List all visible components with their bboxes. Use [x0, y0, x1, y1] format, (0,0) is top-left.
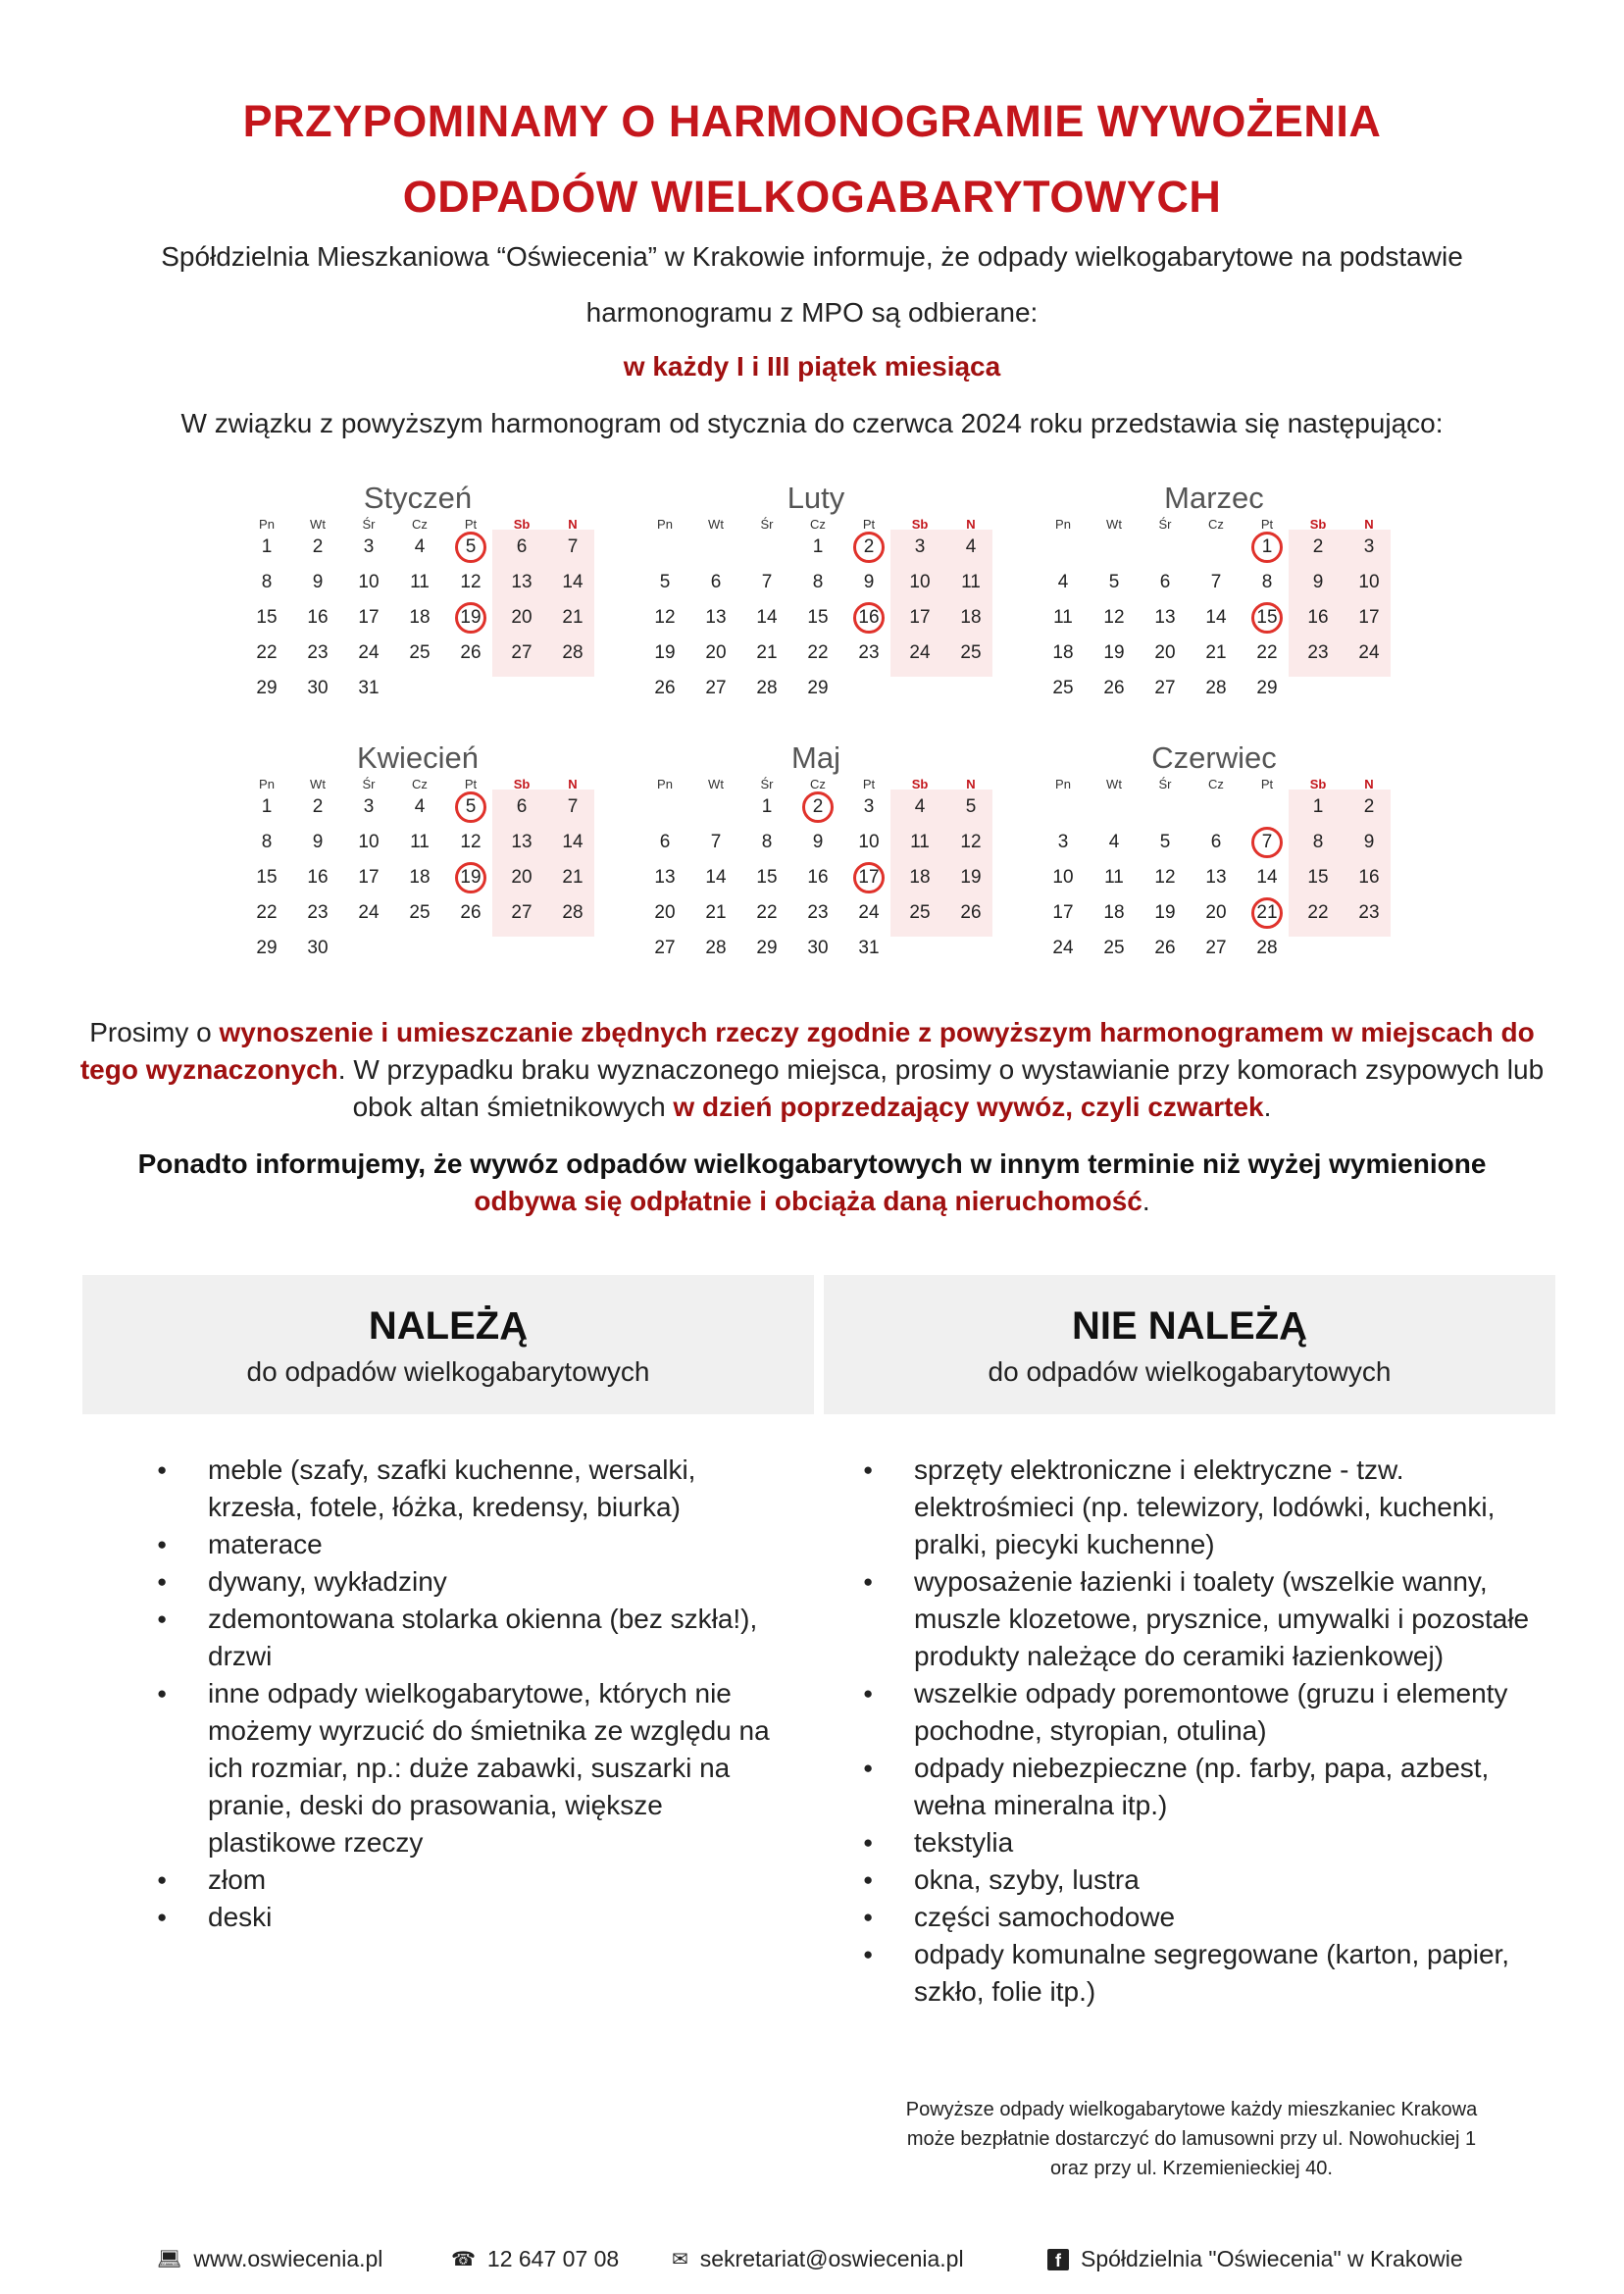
calendar-day: 4 — [914, 796, 926, 817]
calendar-day: 22 — [807, 642, 829, 663]
list-item: ● wszelkie odpady poremontowe (gruzu i elementy pochodne, styropian, otulina) — [863, 1675, 1540, 1750]
weekday-label: Pn — [657, 777, 673, 791]
calendar-day: 10 — [1358, 572, 1380, 592]
allowed-list — [157, 1452, 794, 1936]
calendar-day: 19 — [1103, 642, 1125, 663]
calendar-day: 28 — [562, 642, 584, 663]
footer-email[interactable] — [672, 2246, 964, 2272]
list-item: ● tekstylia — [863, 1824, 1540, 1861]
weekday-label: Śr — [362, 517, 376, 532]
weekday-label: N — [1364, 517, 1374, 532]
calendar-day: 19 — [654, 642, 676, 663]
weekday-label: Śr — [362, 777, 376, 791]
calendar-day: 28 — [1256, 938, 1278, 958]
calendar-day: 17 — [843, 860, 894, 895]
list-item: ● inne odpady wielkogabarytowe, których nie możemy wyrzucić do śmietnika ze względu na ich rozmiar, np.: duże zabawki, suszarki na pranie, deski do prasowania, większe plastikowe rzeczy — [157, 1675, 794, 1861]
calendar-day: 7 — [1210, 572, 1222, 592]
month-calendar — [241, 481, 594, 736]
calendar-day: 1 — [1312, 796, 1324, 817]
month-name: Styczeń — [363, 481, 473, 515]
calendar-day: 2 — [1312, 536, 1324, 557]
calendar-day: 6 — [710, 572, 722, 592]
list-item: ● okna, szyby, lustra — [863, 1861, 1540, 1899]
calendar-day: 14 — [562, 832, 584, 852]
weekday-label: Śr — [1158, 777, 1172, 791]
calendar-day: 28 — [562, 902, 584, 923]
note-line: oraz przy ul. Krzemienieckiej 40. — [1050, 2158, 1333, 2179]
calendar-day: 25 — [960, 642, 982, 663]
laptop-icon: 💻︎ — [157, 2249, 182, 2270]
weekday-label: Pn — [1055, 777, 1071, 791]
notice-paragraph-1: Prosimy o wynoszenie i umieszczanie zbędnych rzeczy zgodnie z powyższym harmonogramem w miejscach do tego wyznaczonych. W przypadku braku wyznaczonego miejsca, prosimy o wystawianie przy komorach zsypowych lub obok altan śmietnikowych w dzień poprzedzający wywóz, czyli czwartek. — [79, 1017, 1545, 1122]
calendar-day: 9 — [863, 572, 875, 592]
calendar-day: 23 — [307, 642, 329, 663]
calendar-day: 17 — [909, 607, 931, 628]
month-calendar — [639, 740, 992, 995]
calendar-day: 11 — [410, 572, 430, 592]
calendar-day: 28 — [756, 678, 778, 698]
intro-text: Spółdzielnia Mieszkaniowa “Oświecenia” w Krakowie informuje, że odpady wielkogabarytowe na podstawie — [161, 241, 1463, 272]
collection-point-note — [853, 2095, 1530, 2183]
calendar-day: 15 — [1242, 600, 1293, 636]
calendar-day: 5 — [1159, 832, 1171, 852]
calendar-day: 12 — [1154, 867, 1176, 888]
phone-number[interactable]: 12 647 07 08 — [486, 2246, 620, 2271]
calendar-day: 3 — [863, 796, 875, 817]
list-item: ● odpady niebezpieczne (np. farby, papa, azbest, wełna mineralna itp.) — [863, 1750, 1540, 1824]
schedule-rule: w każdy I i III piątek miesiąca — [623, 351, 1001, 382]
calendar-day: 7 — [710, 832, 722, 852]
calendar-day: 30 — [807, 938, 829, 958]
weekday-label: Sb — [911, 517, 929, 532]
calendar-day: 26 — [1154, 938, 1176, 958]
calendar-day: 11 — [910, 832, 930, 852]
calendar-day: 9 — [1363, 832, 1375, 852]
weekday-label: Śr — [760, 517, 774, 532]
website-link[interactable]: www.oswiecenia.pl — [193, 2246, 383, 2271]
calendar-day: 2 — [312, 796, 324, 817]
calendar-day: 14 — [705, 867, 727, 888]
calendar-day: 9 — [1312, 572, 1324, 592]
calendar-day: 16 — [1358, 867, 1380, 888]
weekday-label: Wt — [708, 517, 724, 532]
facebook-link[interactable]: Spółdzielnia "Oświecenia" w Krakowie — [1081, 2246, 1463, 2271]
weekday-label: Śr — [1158, 517, 1172, 532]
calendar-day: 19 — [960, 867, 982, 888]
calendar-day: 20 — [511, 867, 533, 888]
calendar-day: 18 — [409, 607, 431, 628]
calendar-day: 24 — [909, 642, 931, 663]
calendar-day: 5 — [445, 530, 496, 565]
calendar-day: 7 — [1242, 825, 1293, 860]
calendar-day: 24 — [358, 902, 380, 923]
calendar-day: 12 — [1103, 607, 1125, 628]
calendar-day: 23 — [807, 902, 829, 923]
calendar-day: 25 — [1103, 938, 1125, 958]
calendar-day: 13 — [1205, 867, 1227, 888]
footer-facebook[interactable] — [1047, 2246, 1463, 2272]
calendar-day: 21 — [1205, 642, 1227, 663]
calendar-day: 18 — [1052, 642, 1074, 663]
calendar-day: 18 — [960, 607, 982, 628]
calendar-day: 16 — [307, 867, 329, 888]
calendar-day: 5 — [965, 796, 977, 817]
calendar-day: 16 — [843, 600, 894, 636]
weekday-label: N — [568, 517, 578, 532]
note-line: może bezpłatnie dostarczyć do lamusowni przy ul. Nowohuckiej 1 — [906, 2128, 1477, 2150]
calendar-day: 26 — [1103, 678, 1125, 698]
calendar-day: 16 — [307, 607, 329, 628]
calendar-day: 17 — [1052, 902, 1074, 923]
calendar-day: 10 — [858, 832, 880, 852]
calendar-day: 23 — [858, 642, 880, 663]
calendar-day: 29 — [756, 938, 778, 958]
calendar-day: 31 — [858, 938, 880, 958]
list-item: ● dywany, wykładziny — [157, 1563, 794, 1601]
calendar-day: 15 — [756, 867, 778, 888]
calendar-day: 12 — [460, 832, 482, 852]
calendar-day: 16 — [1307, 607, 1329, 628]
calendar-day: 6 — [516, 796, 528, 817]
weekday-label: Sb — [1309, 517, 1327, 532]
weekday-label: N — [568, 777, 578, 791]
calendar-day: 10 — [1052, 867, 1074, 888]
mail-icon: ✉ — [672, 2249, 688, 2270]
calendar-day: 20 — [1205, 902, 1227, 923]
list-item: ● materace — [157, 1526, 794, 1563]
calendar-day: 13 — [1154, 607, 1176, 628]
list-item: ● odpady komunalne segregowane (karton, papier, szkło, folie itp.) — [863, 1936, 1540, 2011]
weekday-label: Sb — [911, 777, 929, 791]
note-line: Powyższe odpady wielkogabarytowe każdy mieszkaniec Krakowa — [905, 2099, 1478, 2120]
calendar-day: 18 — [1103, 902, 1125, 923]
month-calendar — [1038, 740, 1391, 995]
calendar-day: 9 — [812, 832, 824, 852]
calendar-day: 23 — [1358, 902, 1380, 923]
calendar-day: 11 — [961, 572, 981, 592]
month-name: Kwiecień — [356, 740, 480, 775]
calendar-day: 4 — [414, 536, 426, 557]
calendar-day: 3 — [1057, 832, 1069, 852]
facebook-icon: f — [1047, 2249, 1069, 2270]
not-allowed-subtitle: do odpadów wielkogabarytowych — [988, 1356, 1392, 1387]
weekday-label: Wt — [1106, 777, 1122, 791]
page-title-line2: ODPADÓW WIELKOGABARYTOWYCH — [402, 172, 1222, 222]
calendar-day: 8 — [261, 572, 273, 592]
calendar-day: 24 — [858, 902, 880, 923]
calendar-day: 13 — [654, 867, 676, 888]
calendar-day: 6 — [516, 536, 528, 557]
calendar-day: 11 — [1053, 607, 1073, 628]
calendar-day: 14 — [756, 607, 778, 628]
month-name: Luty — [787, 481, 845, 515]
calendar-day: 26 — [460, 642, 482, 663]
list-item: ● części samochodowe — [863, 1899, 1540, 1936]
calendar-day: 19 — [1154, 902, 1176, 923]
weekday-label: Pn — [1055, 517, 1071, 532]
phone-icon: ☎ — [451, 2249, 476, 2270]
calendar-day: 21 — [756, 642, 778, 663]
calendar-day: 6 — [1210, 832, 1222, 852]
weekday-label: Cz — [412, 777, 428, 791]
calendar-day: 14 — [1256, 867, 1278, 888]
calendar-day: 22 — [756, 902, 778, 923]
calendar-day: 2 — [843, 530, 894, 565]
month-name: Czerwiec — [1151, 740, 1277, 775]
weekday-label: Śr — [760, 777, 774, 791]
weekday-label: Cz — [810, 517, 826, 532]
calendar-day: 25 — [409, 642, 431, 663]
calendar-day: 11 — [1104, 867, 1124, 888]
page-title-line1: PRZYPOMINAMY O HARMONOGRAMIE WYWOŻENIA — [242, 96, 1382, 146]
calendar-day: 22 — [256, 902, 278, 923]
calendar-day: 27 — [511, 902, 533, 923]
month-calendar — [1038, 481, 1391, 736]
calendar-day: 16 — [807, 867, 829, 888]
calendar-day: 18 — [909, 867, 931, 888]
calendar-day: 9 — [312, 832, 324, 852]
intro-schedule-text: W związku z powyższym harmonogram od stycznia do czerwca 2024 roku przedstawia się następująco: — [180, 408, 1444, 438]
calendar-day: 14 — [1205, 607, 1227, 628]
calendar-day: 28 — [1205, 678, 1227, 698]
calendar-day: 23 — [307, 902, 329, 923]
weekday-label: Pn — [657, 517, 673, 532]
weekday-label: Pt — [1260, 517, 1274, 532]
calendar-day: 23 — [1307, 642, 1329, 663]
weekday-label: Pt — [464, 777, 478, 791]
calendar-day: 27 — [511, 642, 533, 663]
calendar-day: 15 — [807, 607, 829, 628]
calendar-day: 25 — [1052, 678, 1074, 698]
calendar-day: 14 — [562, 572, 584, 592]
calendar-day: 7 — [761, 572, 773, 592]
not-allowed-title: NIE NALEŻĄ — [1072, 1304, 1307, 1348]
calendar-day: 8 — [812, 572, 824, 592]
email-link[interactable]: sekretariat@oswiecenia.pl — [699, 2246, 964, 2271]
calendar-day: 20 — [511, 607, 533, 628]
calendar-day: 29 — [256, 938, 278, 958]
calendar-day: 8 — [261, 832, 273, 852]
month-calendar — [241, 740, 594, 995]
calendar-day: 25 — [409, 902, 431, 923]
not-allowed-header-box — [824, 1275, 1555, 1414]
calendar-day: 2 — [792, 790, 843, 825]
calendar-day: 3 — [914, 536, 926, 557]
month-name: Maj — [791, 740, 840, 775]
calendar-day: 13 — [511, 832, 533, 852]
calendar-day: 31 — [358, 678, 380, 698]
calendar-day: 5 — [1108, 572, 1120, 592]
calendar-day: 21 — [562, 867, 584, 888]
calendar-day: 1 — [1242, 530, 1293, 565]
list-item: ● meble (szafy, szafki kuchenne, wersalki, krzesła, fotele, łóżka, kredensy, biurka) — [157, 1452, 794, 1526]
calendar-day: 18 — [409, 867, 431, 888]
calendar-day: 26 — [960, 902, 982, 923]
weekday-label: Cz — [1208, 777, 1224, 791]
calendar-day: 8 — [1312, 832, 1324, 852]
calendar-day: 3 — [363, 536, 375, 557]
not-allowed-list — [863, 1452, 1540, 2011]
footer-website[interactable] — [157, 2246, 382, 2272]
calendar-day: 27 — [654, 938, 676, 958]
calendar-day: 21 — [1242, 895, 1293, 931]
calendar-day: 19 — [445, 600, 496, 636]
calendar-day: 22 — [1256, 642, 1278, 663]
calendar-day: 15 — [256, 867, 278, 888]
calendar-day: 4 — [965, 536, 977, 557]
weekday-label: N — [1364, 777, 1374, 791]
calendar-day: 26 — [460, 902, 482, 923]
weekday-label: Cz — [810, 777, 826, 791]
weekday-label: Wt — [708, 777, 724, 791]
list-item: ● sprzęty elektroniczne i elektryczne - tzw. elektrośmieci (np. telewizory, lodówki, kuchenki, pralki, piecyki kuchenne) — [863, 1452, 1540, 1563]
calendar-day: 10 — [909, 572, 931, 592]
calendar-day: 21 — [562, 607, 584, 628]
allowed-header-box — [82, 1275, 814, 1414]
calendar-day: 12 — [654, 607, 676, 628]
calendar-day: 5 — [445, 790, 496, 825]
calendar-day: 24 — [1052, 938, 1074, 958]
calendar-day: 7 — [567, 536, 579, 557]
calendar-day: 27 — [1205, 938, 1227, 958]
weekday-label: Pt — [862, 777, 876, 791]
calendar-day: 25 — [909, 902, 931, 923]
calendar-day: 12 — [460, 572, 482, 592]
allowed-title: NALEŻĄ — [368, 1304, 529, 1348]
weekday-label: Cz — [1208, 517, 1224, 532]
calendar-day: 19 — [445, 860, 496, 895]
footer-phone[interactable] — [451, 2246, 619, 2272]
calendar-day: 6 — [1159, 572, 1171, 592]
weekday-label: N — [966, 517, 976, 532]
calendar-day: 3 — [1363, 536, 1375, 557]
calendar-day: 24 — [1358, 642, 1380, 663]
calendar-day: 28 — [705, 938, 727, 958]
weekday-label: Pn — [259, 777, 275, 791]
intro-text-cont: harmonogramu z MPO są odbierane: — [585, 297, 1039, 328]
weekday-label: Wt — [310, 777, 326, 791]
calendar-day: 20 — [705, 642, 727, 663]
weekday-label: Pn — [259, 517, 275, 532]
calendar-day: 5 — [659, 572, 671, 592]
month-calendar — [639, 481, 992, 736]
calendar-day: 29 — [807, 678, 829, 698]
calendar-day: 15 — [1307, 867, 1329, 888]
weekday-label: Pt — [464, 517, 478, 532]
list-item: ● wyposażenie łazienki i toalety (wszelkie wanny, muszle klozetowe, prysznice, umywalki i pozostałe produkty należące do ceramiki łazienkowej) — [863, 1563, 1540, 1675]
calendar-day: 13 — [511, 572, 533, 592]
calendar-day: 29 — [256, 678, 278, 698]
calendar-day: 4 — [414, 796, 426, 817]
calendar-day: 20 — [1154, 642, 1176, 663]
calendar-day: 10 — [358, 572, 380, 592]
calendar-day: 1 — [261, 796, 273, 817]
weekday-label: Pt — [862, 517, 876, 532]
calendar-day: 1 — [261, 536, 273, 557]
notice-paragraph-2: Ponadto informujemy, że wywóz odpadów wielkogabarytowych w innym terminie niż wyżej wymienione odbywa się odpłatnie i obciąża daną nieruchomość. — [137, 1148, 1487, 1216]
weekday-label: Cz — [412, 517, 428, 532]
calendar-day: 12 — [960, 832, 982, 852]
calendar-day: 11 — [410, 832, 430, 852]
calendar-day: 4 — [1108, 832, 1120, 852]
calendar-day: 15 — [256, 607, 278, 628]
calendar-day: 27 — [1154, 678, 1176, 698]
calendar-day: 3 — [363, 796, 375, 817]
calendar-day: 9 — [312, 572, 324, 592]
calendar-day: 2 — [1363, 796, 1375, 817]
allowed-subtitle: do odpadów wielkogabarytowych — [246, 1356, 650, 1387]
calendar-day: 1 — [761, 796, 773, 817]
calendar-day: 26 — [654, 678, 676, 698]
calendar-day: 4 — [1057, 572, 1069, 592]
calendar-day: 21 — [705, 902, 727, 923]
calendar-day: 29 — [1256, 678, 1278, 698]
calendar-day: 10 — [358, 832, 380, 852]
weekday-label: Pt — [1260, 777, 1274, 791]
calendar-day: 24 — [358, 642, 380, 663]
calendar-day: 27 — [705, 678, 727, 698]
month-name: Marzec — [1164, 481, 1264, 515]
calendar-day: 22 — [1307, 902, 1329, 923]
weekday-label: Sb — [513, 777, 531, 791]
calendar-day: 7 — [567, 796, 579, 817]
list-item: ● deski — [157, 1899, 794, 1936]
calendar-day: 17 — [358, 867, 380, 888]
calendar-day: 22 — [256, 642, 278, 663]
calendar-day: 30 — [307, 938, 329, 958]
calendar-day: 6 — [659, 832, 671, 852]
calendar-day: 1 — [812, 536, 824, 557]
weekday-label: Sb — [513, 517, 531, 532]
list-item: ● złom — [157, 1861, 794, 1899]
weekday-label: Wt — [1106, 517, 1122, 532]
weekday-label: Sb — [1309, 777, 1327, 791]
calendar-day: 2 — [312, 536, 324, 557]
weekday-label: Wt — [310, 517, 326, 532]
calendar-day: 8 — [761, 832, 773, 852]
calendar-day: 30 — [307, 678, 329, 698]
weekday-label: N — [966, 777, 976, 791]
calendar-day: 13 — [705, 607, 727, 628]
calendar-day: 17 — [358, 607, 380, 628]
calendar-day: 8 — [1261, 572, 1273, 592]
list-item: ● zdemontowana stolarka okienna (bez szkła!), drzwi — [157, 1601, 794, 1675]
calendar-day: 17 — [1358, 607, 1380, 628]
calendar-day: 20 — [654, 902, 676, 923]
